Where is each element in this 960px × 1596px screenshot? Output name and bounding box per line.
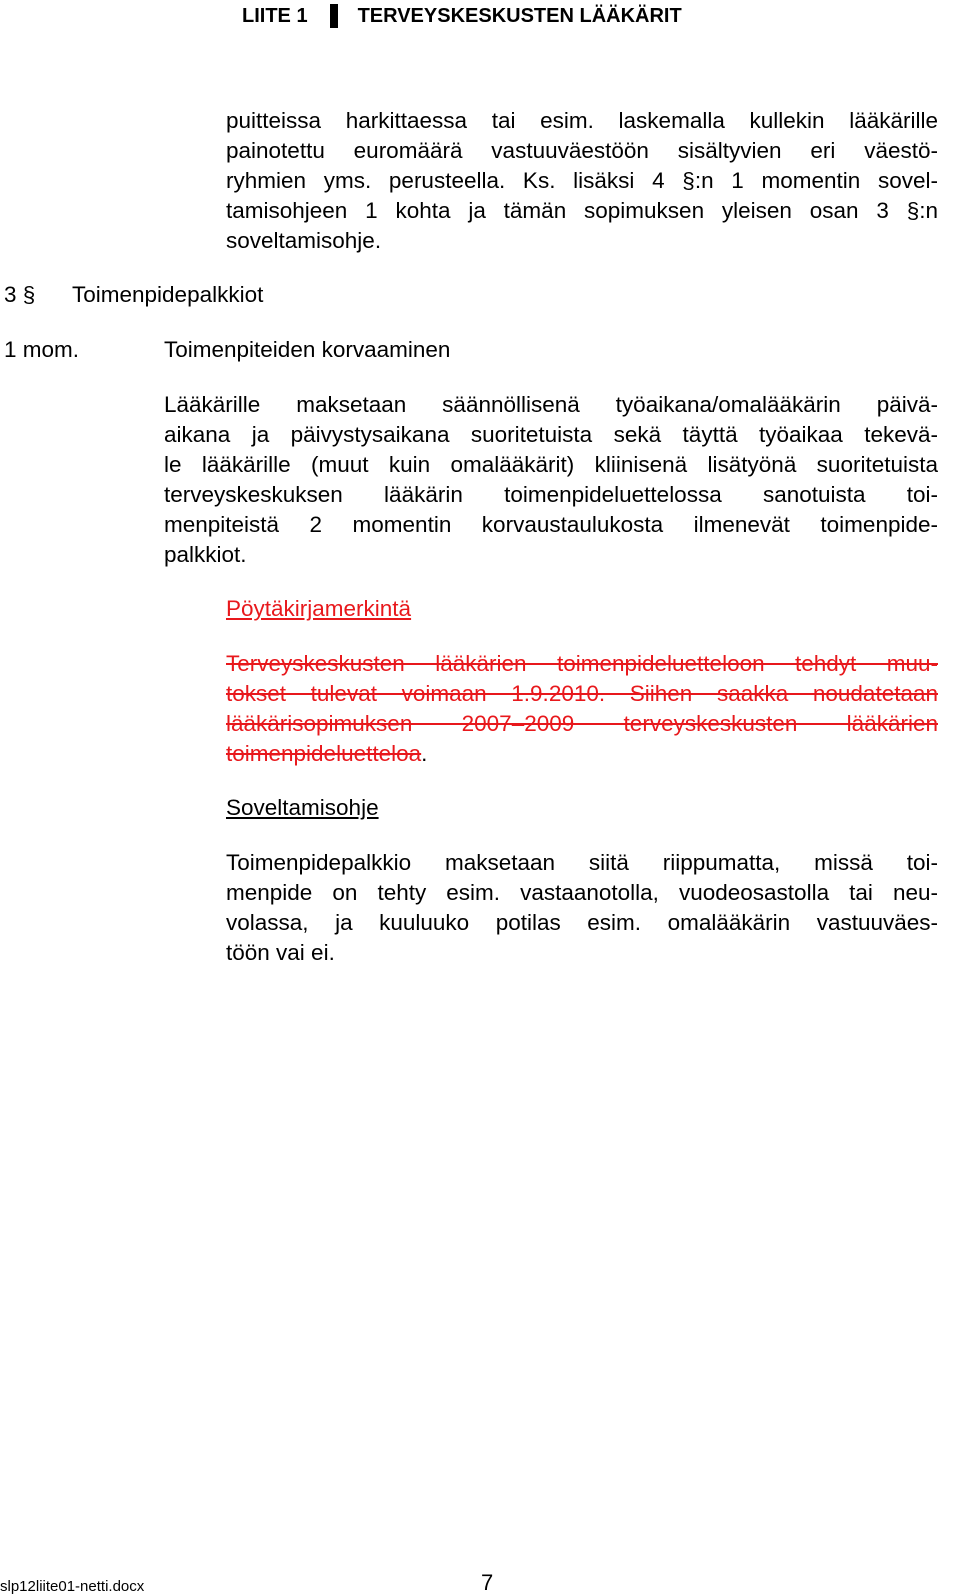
deleted-line-last [226,739,938,769]
header-divider [330,4,338,28]
appendix-label: LIITE 1 [242,4,308,27]
paragraph-line: menpiteistä 2 momentin korvaustaulukosta ilmenevät toimenpide- [164,512,938,537]
section-title: Toimenpidepalkkiot [72,282,264,307]
paragraph-line: volassa, ja kuuluuko potilas esim. omalääkärin vastuuväes- [226,910,938,935]
deleted-line: Terveyskeskusten lääkärien toimenpideluetteloon tehdyt muu- [226,651,938,676]
paragraph-line: Toimenpidepalkkio maksetaan siitä riippumatta, missä toi- [226,850,938,875]
paragraph-line: palkkiot. [164,542,247,567]
section-number: 3 § [4,282,36,307]
page-number: 7 [481,1570,494,1595]
moment-title: Toimenpiteiden korvaaminen [164,337,451,362]
application-note-paragraph [226,848,938,968]
paragraph-line: le lääkärille (muut kuin omalääkärit) kliinisenä lisätyönä suoritetuista [164,452,938,477]
paragraph-line: soveltamisohje. [226,228,382,253]
moment-label: 1 mom. [4,337,80,362]
page-header [242,4,682,28]
deleted-line: lääkärisopimuksen 2007–2009 terveyskeskusten lääkärien [226,711,938,736]
intro-paragraph [226,106,938,256]
deleted-text: toimenpideluetteloa [226,741,422,766]
paragraph-line: menpide on tehty esim. vastaanotolla, vuodeosastolla tai neu- [226,880,938,905]
paragraph-line: tamisohjeen 1 kohta ja tämän sopimuksen yleisen osan 3 §:n [226,198,938,223]
header-title: TERVEYSKESKUSTEN LÄÄKÄRIT [357,4,682,27]
footer-filename: slp12liite01-netti.docx [0,1578,145,1595]
main-paragraph [164,390,938,570]
paragraph-line: puitteissa harkittaessa tai esim. laskemalla kullekin lääkärille [226,108,938,133]
paragraph-line: töön vai ei. [226,940,335,965]
paragraph-line: terveyskeskuksen lääkärin toimenpideluettelossa sanotuista toi- [164,482,938,507]
protocol-note-heading: Pöytäkirjamerkintä [226,596,412,621]
sentence-period: . [421,741,428,766]
paragraph-line: painotettu euromäärä vastuuväestöön sisältyvien eri väestö- [226,138,938,163]
paragraph-line: ryhmien yms. perusteella. Ks. lisäksi 4 §:n 1 momentin sovel- [226,168,938,193]
protocol-note-paragraph [226,649,938,769]
paragraph-line: Lääkärille maksetaan säännöllisenä työaikana/omalääkärin päivä- [164,392,938,417]
paragraph-line: aikana ja päivystysaikana suoritetuista sekä täyttä työaikaa tekevä- [164,422,938,447]
deleted-line: tokset tulevat voimaan 1.9.2010. Siihen saakka noudatetaan [226,681,938,706]
application-note-heading: Soveltamisohje [226,795,379,820]
